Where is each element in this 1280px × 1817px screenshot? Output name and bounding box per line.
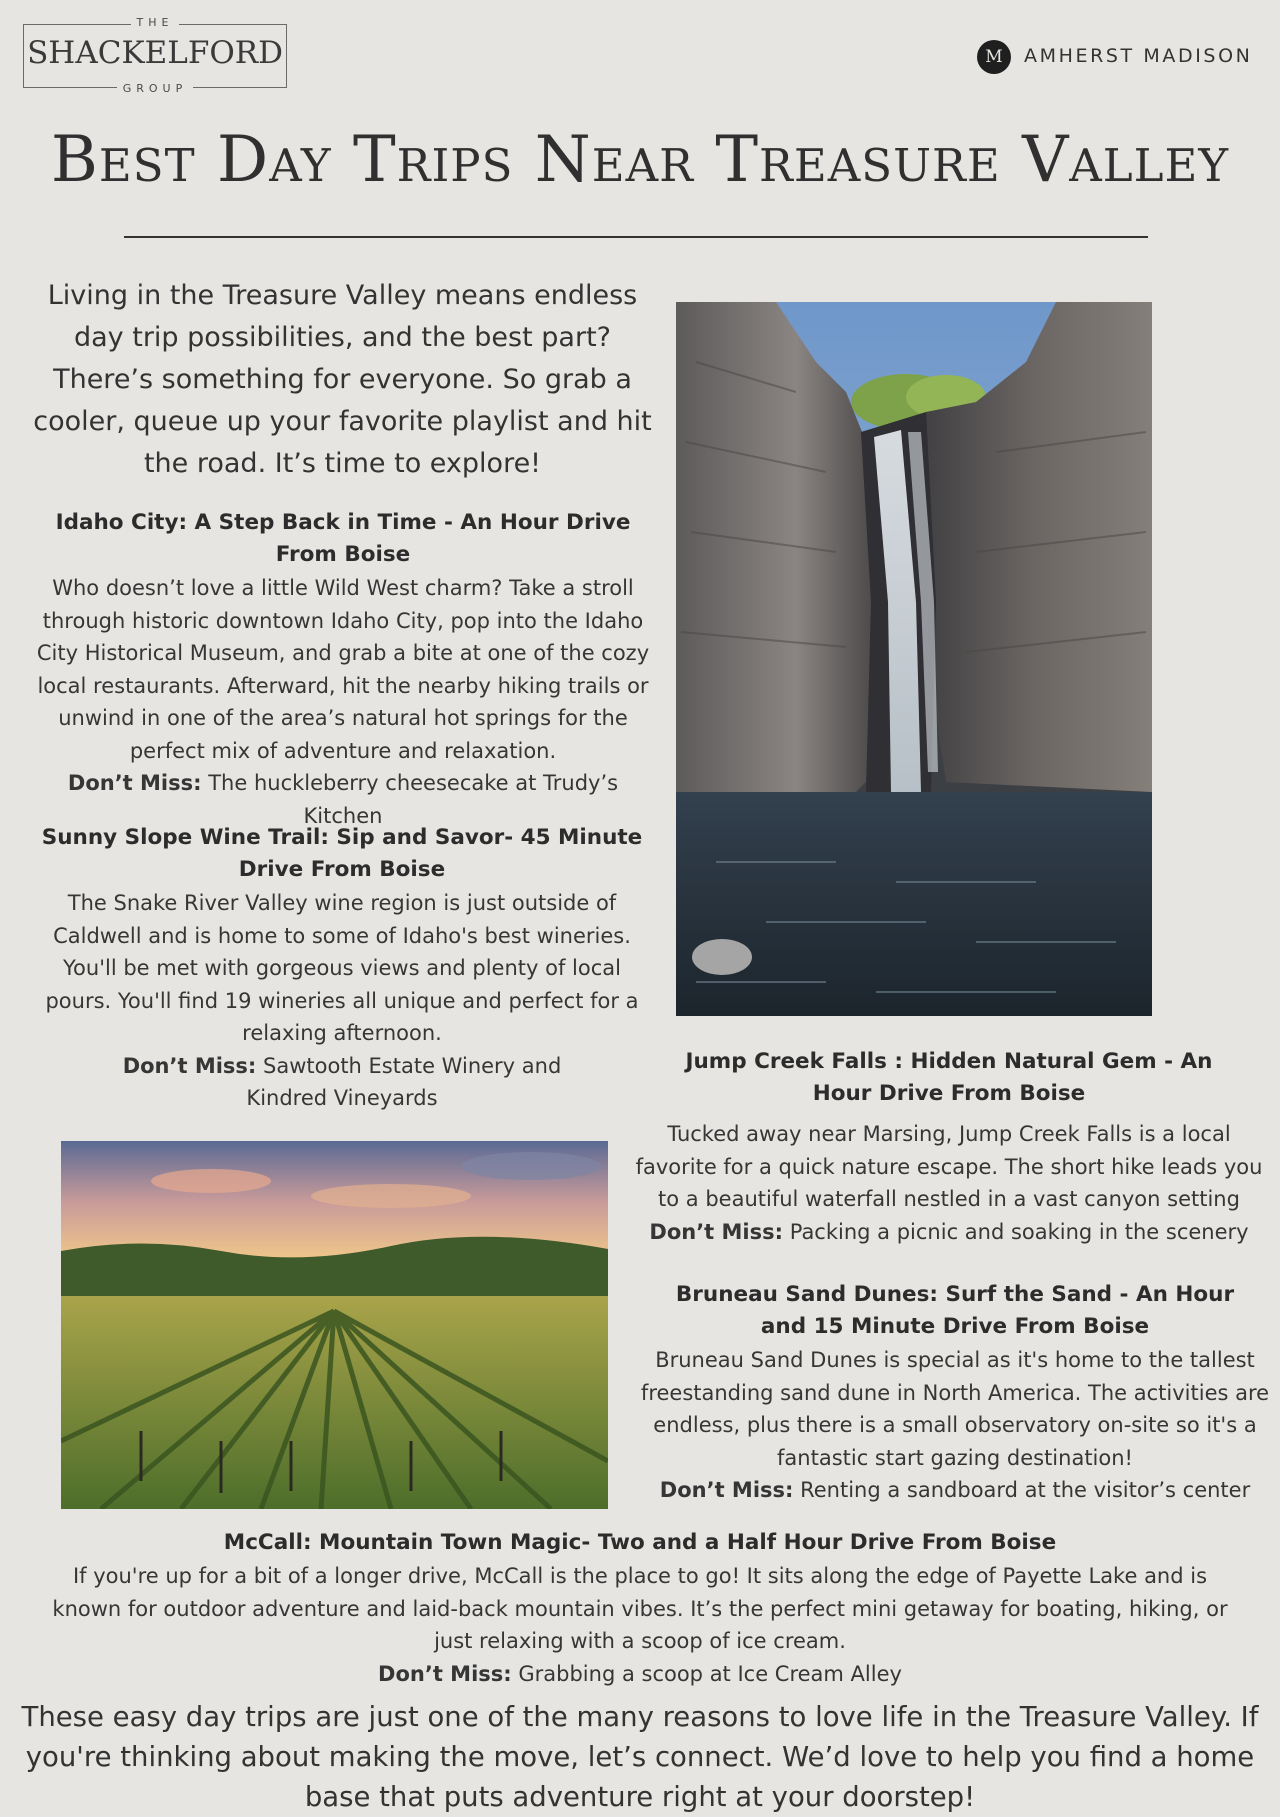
section-heading: Idaho City: A Step Back in Time - An Hour Drive From Boise xyxy=(55,510,631,567)
section-body: Tucked away near Marsing, Jump Creek Falls is a local favorite for a quick nature escape. The short hike leads you to a beautiful waterfall nestled in a vast canyon setting xyxy=(635,1122,1263,1211)
section-idaho-city xyxy=(28,507,658,832)
logo-the: THE xyxy=(131,16,180,29)
section-body: If you're up for a bit of a longer drive, McCall is the place to go! It sits along the edge of Payette Lake and is known for outdoor adventure and laid-back mountain vibes. It’s the perfect mini getaway for boating, hiking, or just relaxing with a scoop of ice cream. xyxy=(52,1564,1228,1653)
amherst-madison-logo-text: AMHERST MADISON xyxy=(1024,45,1253,67)
section-jump-creek xyxy=(630,1046,1268,1248)
shackelford-logo xyxy=(23,16,287,95)
section-heading: Sunny Slope Wine Trail: Sip and Savor- 45 Minute Drive From Boise xyxy=(41,825,643,882)
section-heading: McCall: Mountain Town Magic- Two and a Half Hour Drive From Boise xyxy=(223,1530,1057,1555)
dont-miss: Don’t Miss: Renting a sandboard at the visitor’s center xyxy=(659,1478,1251,1502)
dont-miss: Don’t Miss: Grabbing a scoop at Ice Cream Alley xyxy=(378,1661,902,1686)
dont-miss: Don’t Miss: The huckleberry cheesecake at Trudy’s Kitchen xyxy=(67,771,619,828)
page-title: Best Day Trips Near Treasure Valley xyxy=(50,123,1230,197)
logo-group: GROUP xyxy=(117,82,194,95)
vineyard-photo xyxy=(61,1141,608,1509)
section-mccall xyxy=(40,1527,1240,1690)
jump-creek-falls-photo xyxy=(676,302,1152,1016)
section-heading: Jump Creek Falls : Hidden Natural Gem - An Hour Drive From Boise xyxy=(685,1049,1213,1106)
section-bruneau xyxy=(640,1279,1270,1507)
closing-paragraph: These easy day trips are just one of the many reasons to love life in the Treasure Valley. If you're thinking about making the move, let’s connect. We’d love to help you find a home base that puts adventure right at your doorstep! xyxy=(21,1701,1259,1813)
section-heading: Bruneau Sand Dunes: Surf the Sand - An Hour and 15 Minute Drive From Boise xyxy=(675,1282,1235,1339)
section-body: Who doesn’t love a little Wild West charm? Take a stroll through historic downtown Idaho City, pop into the Idaho City Historical Museum, and grab a bite at one of the cozy local restaurants. Afterward, hit the nearby hiking trails or unwind in one of the area’s natural hot springs for the perfect mix of adventure and relaxation. xyxy=(36,576,650,763)
dont-miss: Don’t Miss: Packing a picnic and soaking in the scenery xyxy=(649,1219,1249,1244)
amherst-madison-monogram: M xyxy=(977,40,1011,74)
section-body: Bruneau Sand Dunes is special as it's home to the tallest freestanding sand dune in North America. The activities are endless, plus there is a small observatory on-site so it's a fantastic start gazing destination! xyxy=(640,1348,1270,1470)
intro-paragraph: Living in the Treasure Valley means endless day trip possibilities, and the best part? There’s something for everyone. So grab a cooler, queue up your favorite playlist and hit the road. It’s time to explore! xyxy=(33,280,652,479)
section-body: The Snake River Valley wine region is just outside of Caldwell and is home to some of Idaho's best wineries. You'll be met with gorgeous views and plenty of local pours. You'll find 19 wineries all unique and perfect for a relaxing afternoon. xyxy=(45,891,639,1045)
title-divider xyxy=(124,236,1148,238)
logo-name: SHACKELFORD xyxy=(27,35,283,71)
section-sunny-slope xyxy=(22,822,662,1115)
dont-miss: Don’t Miss: Sawtooth Estate Winery and Kindred Vineyards xyxy=(122,1053,562,1110)
